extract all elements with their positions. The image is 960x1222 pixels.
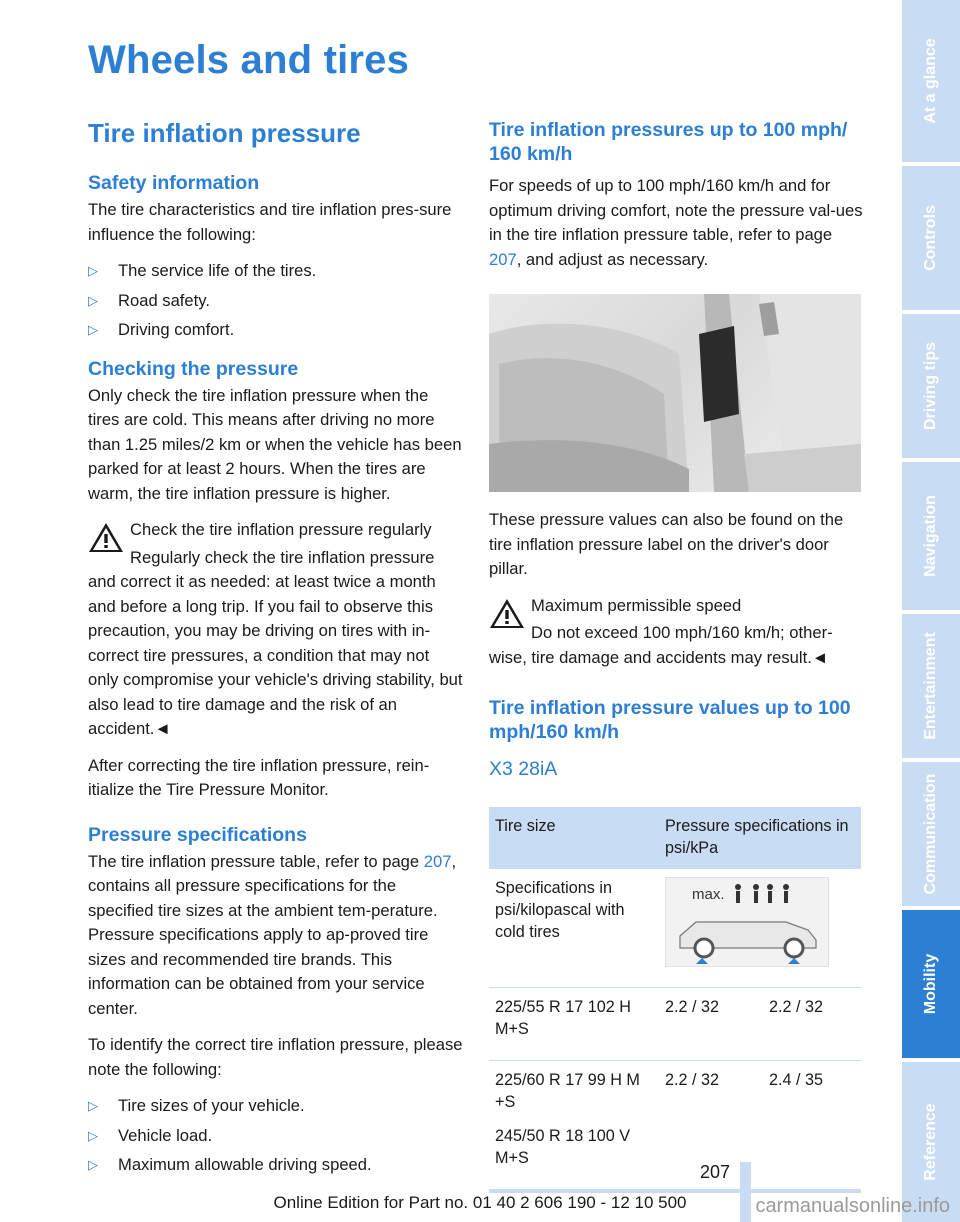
warning-block xyxy=(489,594,863,671)
up100-heading: Tire inflation pressures up to 100 mph/ 160 km/h xyxy=(489,119,848,165)
list-item xyxy=(88,289,463,314)
values-heading: Tire inflation pressure values up to 100 mph/160 km/h xyxy=(489,697,851,743)
section-title: Tire inflation pressure xyxy=(88,118,361,148)
triangle-bullet-icon: ▷ xyxy=(88,1098,98,1113)
safety-list xyxy=(88,259,463,343)
up100-body-text: For speeds of up to 100 mph/160 km/h and for optimum driving comfort, note the pressure val-ues in the tire inflation pressure table, refer to page xyxy=(489,176,863,244)
tab-label: Mobility xyxy=(922,953,939,1015)
tab-label: Navigation xyxy=(922,495,939,577)
specs-body-text-2: , contains all pressure specifications for the specified tire sizes at the ambient tem-perature. Pressure specifications apply to ap-proved tire sizes and recommended tire brands. This information can be obtained from your service center. xyxy=(88,851,457,1018)
pressure-table xyxy=(489,807,861,1193)
table-cell: 2.2 / 32 xyxy=(659,1061,763,1192)
table-header-cell: Tire size xyxy=(489,807,659,869)
table-row xyxy=(489,988,861,1061)
warning-icon xyxy=(88,522,124,554)
chapter-tab-sidebar xyxy=(902,0,960,1222)
tab-navigation[interactable] xyxy=(902,462,960,610)
tab-mobility[interactable] xyxy=(902,910,960,1058)
tire-size: 245/50 R 18 100 V M+S xyxy=(495,1127,631,1167)
right-column xyxy=(489,118,863,1193)
list-item xyxy=(88,1124,463,1149)
warning-body: Regularly check the tire inflation pressure and correct it as needed: at least twice a month and before a long trip. If you fail to observe this precaution, you may be driving on tires with in-correct tire pressures, a condition that may not only compromise your vehicle's driving stability, but also lead to tire damage and the risk of an accident.◄ xyxy=(88,547,463,738)
warning-title: Maximum permissible speed xyxy=(531,595,742,615)
tab-entertainment[interactable] xyxy=(902,614,960,758)
tab-label: Controls xyxy=(922,205,939,271)
list-item-text: Vehicle load. xyxy=(118,1125,213,1145)
door-pillar-photo xyxy=(489,294,861,492)
identify-text: To identify the correct tire inflation pressure, please note the following: xyxy=(88,1035,463,1079)
table-cell: 2.2 / 32 xyxy=(763,988,861,1061)
left-column xyxy=(88,118,463,1192)
list-item xyxy=(88,318,463,343)
tab-communication[interactable] xyxy=(902,762,960,906)
load-max-label: max. xyxy=(692,886,725,903)
specs-heading: Pressure specifications xyxy=(88,823,307,846)
tab-label: Driving tips xyxy=(922,341,939,431)
tab-controls[interactable] xyxy=(902,166,960,310)
door-pillar-illustration xyxy=(489,294,861,492)
tab-label: Reference xyxy=(922,1103,939,1181)
triangle-bullet-icon: ▷ xyxy=(88,1157,98,1172)
table-cell: Specifications in psi/kilopascal with cold tires xyxy=(489,869,659,988)
reinit-text: After correcting the tire inflation pressure, rein-itialize the Tire Pressure Monitor. xyxy=(88,755,430,799)
list-item-text: Road safety. xyxy=(118,290,210,310)
table-cell xyxy=(489,1061,659,1192)
warning-icon xyxy=(489,598,525,630)
identify-list xyxy=(88,1094,463,1178)
page-link[interactable]: 207 xyxy=(489,249,517,269)
warning-title: Check the tire inflation pressure regularly xyxy=(130,520,432,539)
watermark: carmanualsonline.info xyxy=(755,1195,950,1217)
table-cell: 225/55 R 17 102 H M+S xyxy=(489,988,659,1061)
warning-block xyxy=(88,518,463,742)
table-header xyxy=(489,807,861,869)
tab-at-a-glance[interactable] xyxy=(902,0,960,162)
page-link[interactable]: 207 xyxy=(423,851,452,871)
table-row xyxy=(489,1061,861,1192)
table-header-cell: Pressure specifications in psi/kPa xyxy=(659,807,861,869)
list-item-text: Tire sizes of your vehicle. xyxy=(118,1096,305,1115)
tire-size: 225/60 R 17 99 H M +S xyxy=(495,1071,640,1111)
warning-body: Do not exceed 100 mph/160 km/h; other-wise, tire damage and accidents may result.◄ xyxy=(489,623,833,667)
table-row xyxy=(489,869,861,988)
page-number: 207 xyxy=(700,1162,731,1182)
specs-body xyxy=(88,850,463,1022)
triangle-bullet-icon: ▷ xyxy=(88,292,98,308)
label-location-text: These pressure values can also be found on the tire inflation pressure label on the driver's door pillar. xyxy=(489,510,844,578)
list-item-text: Maximum allowable driving speed. xyxy=(118,1155,372,1174)
list-item xyxy=(88,259,463,284)
table-cell xyxy=(659,869,861,988)
up100-body-text-2: , and adjust as necessary. xyxy=(516,249,709,269)
table-cell: 2.4 / 35 xyxy=(763,1061,861,1192)
triangle-bullet-icon: ▷ xyxy=(88,1127,98,1143)
specs-body-text: The tire inflation pressure table, refer to page xyxy=(88,851,424,871)
page-title: Wheels and tires xyxy=(88,38,410,82)
person-load-icon xyxy=(666,878,828,966)
triangle-bullet-icon: ▷ xyxy=(88,322,98,337)
checking-body: Only check the tire inflation pressure when the tires are cold. This means after driving no more than 1.25 miles/2 km or when the vehicle has been parked for at least 2 hours. When the tires are warm, the tire inflation pressure is higher. xyxy=(88,385,462,503)
up100-body xyxy=(489,174,863,272)
vehicle-load-diagram xyxy=(665,877,829,967)
tab-driving-tips[interactable] xyxy=(902,314,960,458)
tab-label: At a glance xyxy=(922,38,939,124)
edition-footer: Online Edition for Part no. 01 40 2 606 190 - 12 10 500 xyxy=(273,1193,687,1212)
list-item xyxy=(88,1094,463,1119)
safety-intro: The tire characteristics and tire inflation pres-sure influence the following: xyxy=(88,200,452,244)
list-item xyxy=(88,1153,463,1178)
page-marker-bar xyxy=(740,1162,751,1222)
safety-heading: Safety information xyxy=(88,172,260,194)
list-item-text: Driving comfort. xyxy=(118,320,235,339)
checking-heading: Checking the pressure xyxy=(88,357,299,380)
triangle-bullet-icon: ▷ xyxy=(88,263,98,278)
table-cell: 2.2 / 32 xyxy=(659,988,763,1061)
tab-label: Entertainment xyxy=(922,632,939,740)
tab-label: Communication xyxy=(922,773,939,895)
model-name: X3 28iA xyxy=(489,758,558,780)
list-item-text: The service life of the tires. xyxy=(118,261,317,280)
